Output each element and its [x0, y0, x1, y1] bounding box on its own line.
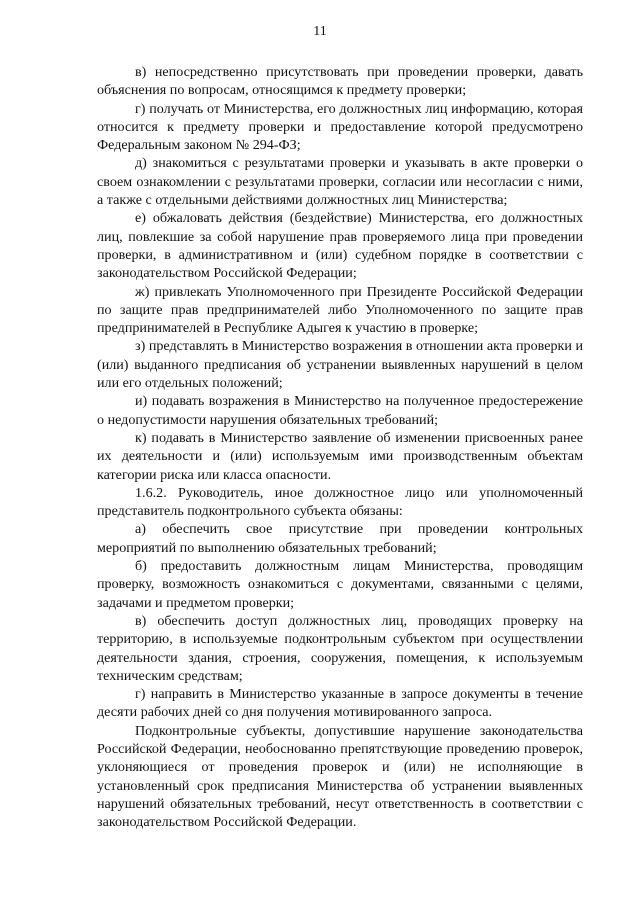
paragraph-a-ensure-presence: а) обеспечить свое присутствие при проведении контрольных мероприятий по выполнению обязательных требований; — [97, 521, 583, 556]
page-body — [97, 63, 583, 831]
paragraph-g-send-documents: г) направить в Министерство указанные в запросе документы в течение десяти рабочих дней со дня получения мотивированного запроса. — [97, 686, 583, 721]
paragraph-v-ensure-access: в) обеспечить доступ должностных лиц, проводящих проверку на территорию, в используемые подконтрольным субъектом при осуществлении деятельности здания, строения, сооружения, помещения, к используемым техническим средствам; — [97, 612, 583, 684]
paragraph-liability: Подконтрольные субъекты, допустившие нарушение законодательства Российской Федерации, необоснованно препятствующие проведению проверок, уклоняющиеся от проведения проверок и (или) не исполняющие в установленный срок предписания Министерства об устранении выявленных нарушений обязательных требований, несут ответственность в соответствии с законодательством Российской Федерации. — [97, 722, 583, 831]
paragraph-z-submit-objections: з) представлять в Министерство возражения в отношении акта проверки и (или) выданного предписания об устранении выявленных нарушений в целом или его отдельных положений; — [97, 338, 583, 392]
paragraph-e-appeal-actions: е) обжаловать действия (бездействие) Министерства, его должностных лиц, повлекшие за собой нарушение прав проверяемого лица при проведении проверки, в административном и (или) судебном порядке в соответствии с законодательством Российской Федерации; — [97, 210, 583, 282]
paragraph-g-receive-information: г) получать от Министерства, его должностных лиц информацию, которая относится к предмету проверки и предоставление которой предусмотрено Федеральным законом № 294-ФЗ; — [97, 100, 583, 154]
paragraph-d-review-results: д) знакомиться с результатами проверки и указывать в акте проверки о своем ознакомлении с результатами проверки, согласии или несогласии с ними, а также с отдельными действиями должностных лиц Министерства; — [97, 155, 583, 209]
page-number: 11 — [313, 24, 327, 39]
paragraph-b-provide-documents: б) предоставить должностным лицам Министерства, проводящим проверку, возможность ознакомиться с документами, связанными с целями, задачами и предметом проверки; — [97, 558, 583, 611]
paragraph-i-object-warning: и) подавать возражения в Министерство на полученное предостережение о недопустимости нарушения обязательных требований; — [97, 393, 583, 428]
paragraph-v-attend-inspection: в) непосредственно присутствовать при проведении проверки, давать объяснения по вопросам, относящимся к предмету проверки; — [97, 64, 583, 99]
paragraph-k-change-risk-category: к) подавать в Министерство заявление об изменении присвоенных ранее их деятельности и (или) используемым ими производственным объектам категории риска или класса опасности. — [97, 429, 583, 483]
paragraph-1-6-2-obligations: 1.6.2. Руководитель, иное должностное лицо или уполномоченный представитель подконтрольного субъекта обязаны: — [97, 484, 583, 520]
paragraph-zh-involve-ombudsman: ж) привлекать Уполномоченного при Президенте Российской Федерации по защите прав предпринимателей либо Уполномоченного по защите прав предпринимателей в Республике Адыгея к участию в проверке; — [97, 283, 583, 337]
